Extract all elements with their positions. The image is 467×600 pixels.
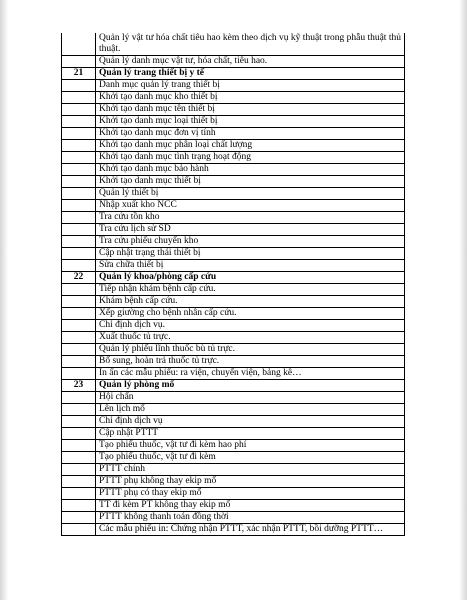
row-number (62, 200, 96, 212)
row-number (62, 368, 96, 380)
row-number (62, 164, 96, 176)
row-text: Quản lý danh mục vật tư, hóa chất, tiêu hao. (96, 56, 405, 68)
row-number (62, 464, 96, 476)
table-row (62, 236, 405, 248)
row-number (62, 476, 96, 488)
table-row (62, 440, 405, 452)
row-text: PTTT không thanh toán đồng thời (96, 512, 405, 524)
table-row (62, 188, 405, 200)
section-row (62, 272, 405, 284)
table-row (62, 488, 405, 500)
table-row (62, 56, 405, 68)
table-row (62, 116, 405, 128)
row-text: Cập nhật PTTT (96, 428, 405, 440)
table-row (62, 128, 405, 140)
row-text: PTTT phụ có thay ekip mổ (96, 488, 405, 500)
table-row (62, 500, 405, 512)
row-text: Lên lịch mổ (96, 404, 405, 416)
row-text: Tạo phiếu thuốc, vật tư đi kèm hao phí (96, 440, 405, 452)
row-number (62, 176, 96, 188)
row-number (62, 188, 96, 200)
table-row (62, 140, 405, 152)
table-row (62, 356, 405, 368)
table-row (62, 200, 405, 212)
row-text: TT đi kèm PT không thay ekip mổ (96, 500, 405, 512)
row-number (62, 392, 96, 404)
row-text: Hội chẩn (96, 392, 405, 404)
table-row (62, 176, 405, 188)
row-text: Tra cứu phiếu chuyển kho (96, 236, 405, 248)
row-number (62, 128, 96, 140)
row-number (62, 260, 96, 272)
row-number: 23 (62, 380, 96, 392)
row-number (62, 440, 96, 452)
row-number (62, 33, 96, 56)
row-number (62, 224, 96, 236)
feature-table-body (62, 33, 405, 536)
row-text: Tra cứu tồn kho (96, 212, 405, 224)
row-number (62, 356, 96, 368)
row-number (62, 344, 96, 356)
row-number (62, 56, 96, 68)
table-row (62, 392, 405, 404)
table-row (62, 332, 405, 344)
table-row (62, 212, 405, 224)
section-title: Quản lý phòng mổ (96, 380, 405, 392)
table-row (62, 404, 405, 416)
table-row (62, 296, 405, 308)
section-row (62, 380, 405, 392)
row-text: Quản lý vật tư hóa chất tiêu hao kèm theo dịch vụ kỹ thuật trong phẫu thuật thủ thuật. (96, 33, 405, 56)
table-row (62, 248, 405, 260)
section-title: Quản lý trang thiết bị y tế (96, 68, 405, 80)
row-text: Bổ sung, hoàn trả thuốc tủ trực. (96, 356, 405, 368)
row-number (62, 512, 96, 524)
row-number (62, 236, 96, 248)
row-text: Khởi tạo danh mục tên thiết bị (96, 104, 405, 116)
row-number (62, 404, 96, 416)
row-number (62, 80, 96, 92)
row-text: Chỉ định dịch vụ (96, 416, 405, 428)
row-text: Chỉ định dịch vụ. (96, 320, 405, 332)
page-edge-right (459, 0, 467, 600)
row-number: 22 (62, 272, 96, 284)
row-text: Tiếp nhận khám bệnh cấp cứu. (96, 284, 405, 296)
table-row (62, 320, 405, 332)
row-number (62, 332, 96, 344)
row-text: Khởi tạo danh mục thiết bị (96, 176, 405, 188)
row-number (62, 116, 96, 128)
table-row (62, 464, 405, 476)
row-number (62, 416, 96, 428)
feature-table (61, 33, 405, 536)
table-row (62, 104, 405, 116)
row-text: Khởi tạo danh mục phân loại chất lượng (96, 140, 405, 152)
table-row (62, 164, 405, 176)
row-text: Khởi tạo danh mục đơn vị tính (96, 128, 405, 140)
row-text: Xuất thuốc tủ trực. (96, 332, 405, 344)
row-text: Quản lý thiết bị (96, 188, 405, 200)
section-row (62, 68, 405, 80)
row-number (62, 308, 96, 320)
row-number (62, 452, 96, 464)
table-row (62, 92, 405, 104)
table-row (62, 308, 405, 320)
table-row (62, 80, 405, 92)
row-text: Danh mục quản lý trang thiết bị (96, 80, 405, 92)
row-number (62, 428, 96, 440)
table-row (62, 416, 405, 428)
row-text: Khởi tạo danh mục kho thiết bị (96, 92, 405, 104)
row-number (62, 500, 96, 512)
row-text: Khởi tạo danh mục loại thiết bị (96, 116, 405, 128)
table-row (62, 452, 405, 464)
row-number (62, 284, 96, 296)
table-row (62, 344, 405, 356)
table-row (62, 260, 405, 272)
row-text: In ấn các mẫu phiếu: ra viện, chuyển viện, bảng kê… (96, 368, 405, 380)
table-row (62, 368, 405, 380)
table-row (62, 428, 405, 440)
row-text: Sửa chữa thiết bị (96, 260, 405, 272)
row-number (62, 140, 96, 152)
table-row (62, 512, 405, 524)
row-number (62, 104, 96, 116)
page-edge-left (0, 0, 8, 600)
row-number (62, 296, 96, 308)
row-text: Tạo phiếu thuốc, vật tư đi kèm (96, 452, 405, 464)
row-number (62, 488, 96, 500)
row-text: Các mẫu phiếu in: Chứng nhận PTTT, xác nhận PTTT, bồi dưỡng PTTT… (96, 524, 405, 536)
row-text: Cập nhật trạng thái thiết bị (96, 248, 405, 260)
row-text: Khám bệnh cấp cứu. (96, 296, 405, 308)
table-row (62, 224, 405, 236)
table-row (62, 476, 405, 488)
row-text: Quản lý phiếu lĩnh thuốc bù tủ trực. (96, 344, 405, 356)
row-text: Xếp giường cho bệnh nhân cấp cứu. (96, 308, 405, 320)
row-number (62, 92, 96, 104)
row-number (62, 320, 96, 332)
row-text: Nhập xuất kho NCC (96, 200, 405, 212)
row-text: Tra cứu lịch sử SD (96, 224, 405, 236)
table-row (62, 152, 405, 164)
row-number: 21 (62, 68, 96, 80)
table-row (62, 33, 405, 56)
row-text: Khởi tạo danh mục bảo hành (96, 164, 405, 176)
row-number (62, 248, 96, 260)
row-number (62, 152, 96, 164)
row-number (62, 212, 96, 224)
row-text: Khởi tạo danh mục tình trạng hoạt động (96, 152, 405, 164)
section-title: Quản lý khoa/phòng cấp cứu (96, 272, 405, 284)
table-row (62, 284, 405, 296)
row-text: PTTT phụ không thay ekip mổ (96, 476, 405, 488)
table-row (62, 524, 405, 536)
row-text: PTTT chính (96, 464, 405, 476)
row-number (62, 524, 96, 536)
